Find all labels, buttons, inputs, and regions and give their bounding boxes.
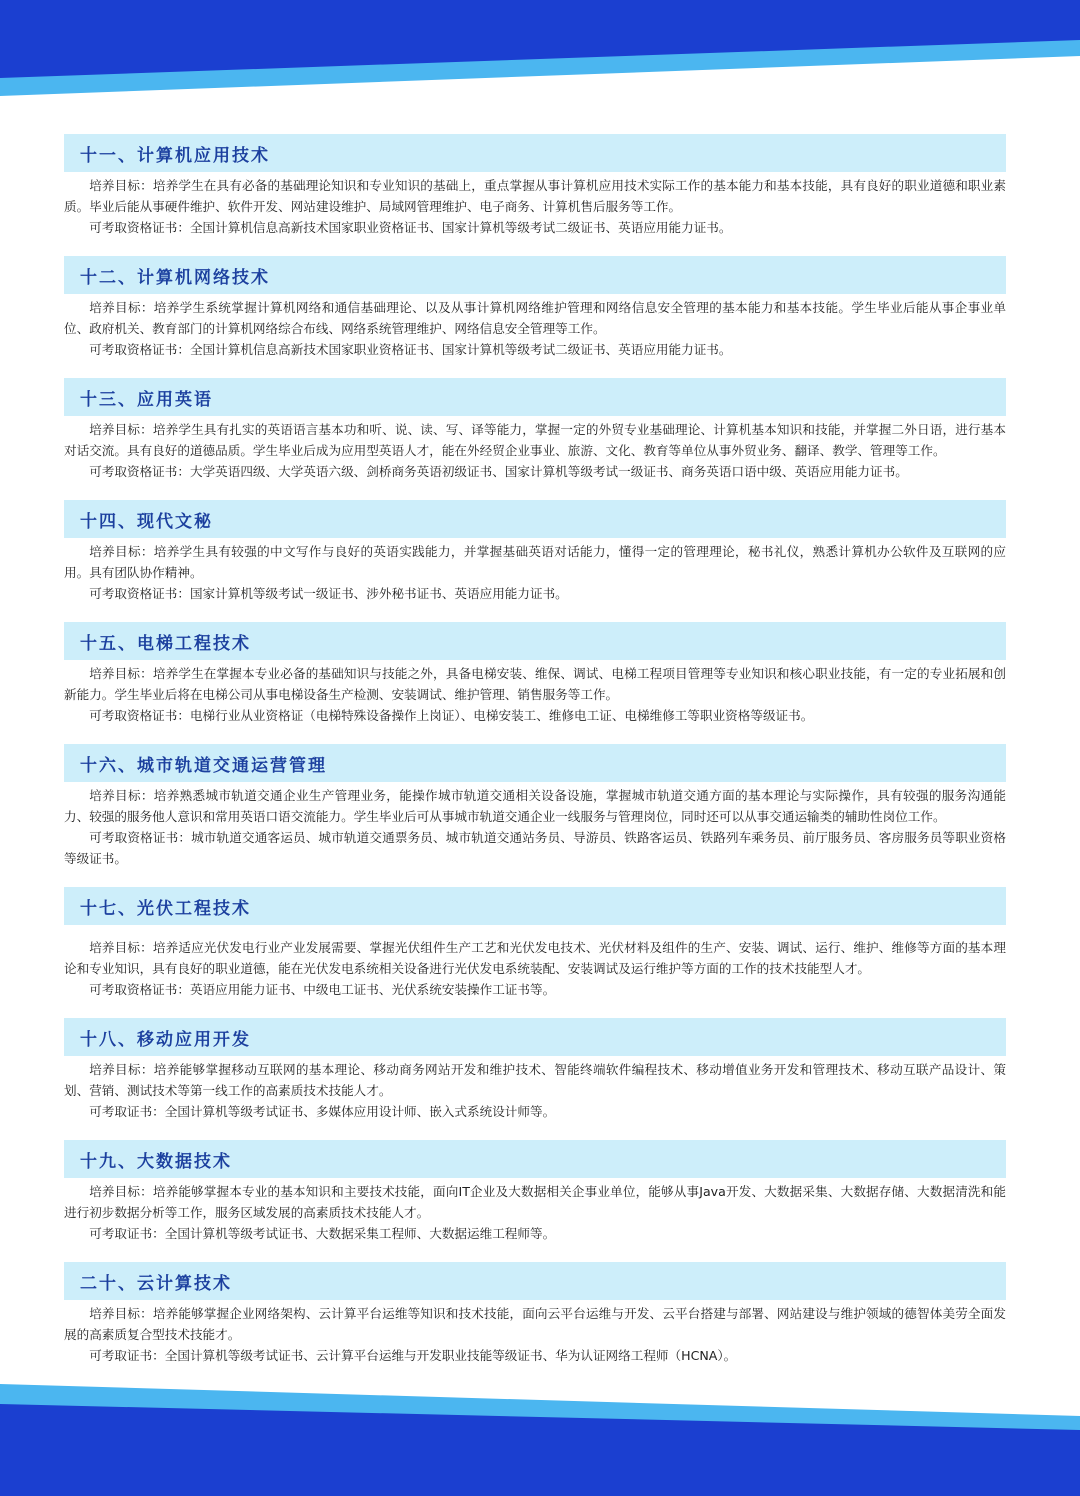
section-title: 十九、大数据技术 bbox=[64, 1140, 1006, 1178]
section-title: 十一、计算机应用技术 bbox=[64, 134, 1006, 172]
section-11 bbox=[64, 134, 1006, 241]
training-goal: 培养目标：培养适应光伏发电行业产业发展需要、掌握光伏组件生产工艺和光伏发电技术、光伏材料及组件的生产、安装、调试、运行、维护、维修等方面的基本理论和专业知识，具有良好的职业道德，能在光伏发电系统相关设备进行光伏发电系统装配、安装调试及运行维护等方面的工作的技术技能型人才。 bbox=[64, 940, 1006, 976]
certificates: 可考取证书：全国计算机等级考试证书、大数据采集工程师、大数据运维工程师等。 bbox=[89, 1226, 556, 1241]
section-20 bbox=[64, 1262, 1006, 1369]
certificates: 可考取资格证书：全国计算机信息高新技术国家职业资格证书、国家计算机等级考试二级证书、英语应用能力证书。 bbox=[89, 342, 732, 357]
section-17 bbox=[64, 887, 1006, 1003]
section-title: 二十、云计算技术 bbox=[64, 1262, 1006, 1300]
training-goal: 培养目标：培养能够掌握本专业的基本知识和主要技术技能，面向IT企业及大数据相关企事业单位，能够从事Java开发、大数据采集、大数据存储、大数据清洗和能进行初步数据分析等工作，服务区域发展的高素质技术技能人才。 bbox=[64, 1184, 1006, 1220]
section-title: 十六、城市轨道交通运营管理 bbox=[64, 744, 1006, 782]
training-goal: 培养目标：培养能够掌握企业网络架构、云计算平台运维等知识和技术技能，面向云平台运维与开发、云平台搭建与部署、网站建设与维护领域的德智体美劳全面发展的高素质复合型技术技能才。 bbox=[64, 1306, 1006, 1342]
certificates: 可考取资格证书：电梯行业从业资格证（电梯特殊设备操作上岗证）、电梯安装工、维修电工证、电梯维修工等职业资格等级证书。 bbox=[89, 708, 814, 723]
section-title: 十七、光伏工程技术 bbox=[64, 887, 1006, 925]
certificates: 可考取资格证书：全国计算机信息高新技术国家职业资格证书、国家计算机等级考试二级证书、英语应用能力证书。 bbox=[89, 220, 732, 235]
training-goal: 培养目标：培养学生在掌握本专业必备的基础知识与技能之外，具备电梯安装、维保、调试、电梯工程项目管理等专业知识和核心职业技能，有一定的专业拓展和创新能力。学生毕业后将在电梯公司从事电梯设备生产检测、安装调试、维护管理、销售服务等工作。 bbox=[64, 666, 1006, 702]
training-goal: 培养目标：培养学生在具有必备的基础理论知识和专业知识的基础上，重点掌握从事计算机应用技术实际工作的基本能力和基本技能，具有良好的职业道德和职业素质。毕业后能从事硬件维护、软件开发、网站建设维护、局域网管理维护、电子商务、计算机售后服务等工作。 bbox=[64, 178, 1006, 214]
training-goal: 培养目标：培养学生系统掌握计算机网络和通信基础理论、以及从事计算机网络维护管理和网络信息安全管理的基本能力和基本技能。学生毕业后能从事企事业单位、政府机关、教育部门的计算机网络综合布线、网络系统管理维护、网络信息安全管理等工作。 bbox=[64, 300, 1006, 336]
section-title: 十三、应用英语 bbox=[64, 378, 1006, 416]
training-goal: 培养目标：培养学生具有扎实的英语语言基本功和听、说、读、写、译等能力，掌握一定的外贸专业基础理论、计算机基本知识和技能，并掌握二外日语，进行基本对话交流。具有良好的道德品质。学生毕业后成为应用型英语人才，能在外经贸企业事业、旅游、文化、教育等单位从事外贸业务、翻译、教学、管理等工作。 bbox=[64, 422, 1006, 458]
content-area bbox=[64, 134, 1006, 1369]
section-18 bbox=[64, 1018, 1006, 1125]
bottom-decorative-band bbox=[0, 1376, 1080, 1496]
section-title: 十八、移动应用开发 bbox=[64, 1018, 1006, 1056]
certificates: 可考取资格证书：国家计算机等级考试一级证书、涉外秘书证书、英语应用能力证书。 bbox=[89, 586, 568, 601]
section-13 bbox=[64, 378, 1006, 485]
section-14 bbox=[64, 500, 1006, 607]
certificates: 可考取资格证书：大学英语四级、大学英语六级、剑桥商务英语初级证书、国家计算机等级考试一级证书、商务英语口语中级、英语应用能力证书。 bbox=[89, 464, 908, 479]
training-goal: 培养目标：培养能够掌握移动互联网的基本理论、移动商务网站开发和维护技术、智能终端软件编程技术、移动增值业务开发和管理技术、移动互联产品设计、策划、营销、测试技术等第一线工作的高素质技术技能人才。 bbox=[64, 1062, 1006, 1098]
training-goal: 培养目标：培养熟悉城市轨道交通企业生产管理业务，能操作城市轨道交通相关设备设施，掌握城市轨道交通方面的基本理论与实际操作，具有较强的服务沟通能力、较强的服务他人意识和常用英语口语交流能力。学生毕业后可从事城市轨道交通企业一线服务与管理岗位，同时还可以从事交通运输类的辅助性岗位工作。 bbox=[64, 788, 1006, 824]
certificates: 可考取证书：全国计算机等级考试证书、多媒体应用设计师、嵌入式系统设计师等。 bbox=[89, 1104, 556, 1119]
section-16 bbox=[64, 744, 1006, 872]
training-goal: 培养目标：培养学生具有较强的中文写作与良好的英语实践能力，并掌握基础英语对话能力，懂得一定的管理理论，秘书礼仪，熟悉计算机办公软件及互联网的应用。具有团队协作精神。 bbox=[64, 544, 1006, 580]
section-title: 十二、计算机网络技术 bbox=[64, 256, 1006, 294]
section-title: 十五、电梯工程技术 bbox=[64, 622, 1006, 660]
section-15 bbox=[64, 622, 1006, 729]
top-decorative-band bbox=[0, 0, 1080, 100]
certificates: 可考取资格证书：英语应用能力证书、中级电工证书、光伏系统安装操作工证书等。 bbox=[89, 982, 556, 997]
section-19 bbox=[64, 1140, 1006, 1247]
section-12 bbox=[64, 256, 1006, 363]
certificates: 可考取证书：全国计算机等级考试证书、云计算平台运维与开发职业技能等级证书、华为认证网络工程师（HCNA）。 bbox=[89, 1348, 737, 1363]
certificates: 可考取资格证书：城市轨道交通客运员、城市轨道交通票务员、城市轨道交通站务员、导游员、铁路客运员、铁路列车乘务员、前厅服务员、客房服务员等职业资格等级证书。 bbox=[64, 830, 1006, 866]
section-title: 十四、现代文秘 bbox=[64, 500, 1006, 538]
